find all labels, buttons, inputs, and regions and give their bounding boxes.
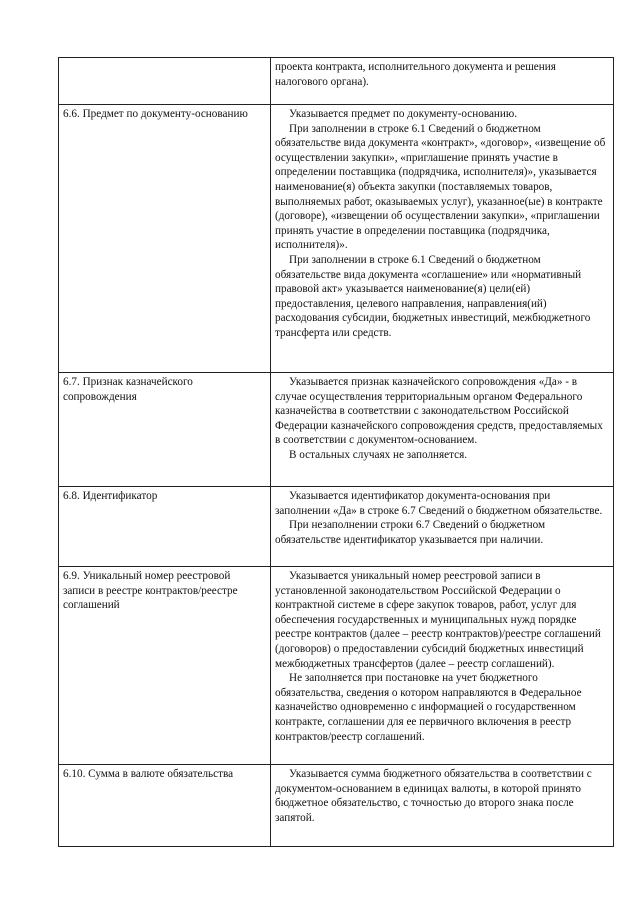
description-paragraph: Указывается предмет по документу-основанию.	[289, 108, 518, 120]
field-description-cell	[271, 567, 614, 765]
field-description-cell	[271, 373, 614, 487]
description-paragraph: При заполнении в строке 6.1 Сведений о бюджетном обязательстве вида документа «соглашение» или «нормативный правовой акт» указывается наименование(я) цели(ей) предоставления, целевого направления, направления(ий) расходования субсидии, бюджетных инвестиций, межбюджетного трансферта или средств.	[275, 253, 591, 339]
description-paragraph: Указывается идентификатор документа-основания при заполнении «Да» в строке 6.7 Сведений о бюджетном обязательстве.	[275, 490, 603, 517]
field-description-cell	[271, 105, 614, 373]
description-paragraph: Не заполняется при постановке на учет бюджетного обязательства, сведения о котором направляются в Федеральное казначейство одновременно с информацией о государственном контракте, соглашении для ее первичного включения в реестр контрактов/реестр соглашений.	[275, 672, 582, 743]
field-label: 6.6. Предмет по документу-основанию	[63, 108, 248, 120]
table-row	[59, 105, 614, 373]
table-body	[59, 58, 614, 847]
table-row	[59, 765, 614, 847]
description-paragraph: Указывается уникальный номер реестровой записи в установленной законодательством Российской Федерации о контрактной системе в сфере закупок товаров, работ, услуг для обеспечения государственных и муниципальных нужд порядке реестре контрактов (далее – реестр контрактов)/реестре соглашений (договоров) о предоставлении субсидий бюджетных инвестиций межбюджетных трансфертов (далее – реестр соглашений).	[275, 570, 601, 670]
field-label-cell	[59, 487, 271, 567]
field-label: 6.7. Признак казначейского сопровождения	[63, 376, 193, 403]
field-description-cell	[271, 58, 614, 105]
field-label: 6.8. Идентификатор	[63, 490, 158, 502]
table-row	[59, 58, 614, 105]
field-label-cell	[59, 567, 271, 765]
description-paragraph: При заполнении в строке 6.1 Сведений о бюджетном обязательстве вида документа «контракт», «договор», «извещение об осуществлении закупки», «приглашение принять участие в определении поставщика (подрядчика, исполнителя)», указывается наименование(я) объекта закупки (поставляемых товаров, выполняемых работ, оказываемых услуг), указанное(ые) в контракте (договоре), «извещении об осуществлении закупки», «приглашении принять участие в определении поставщика (подрядчика, исполнителя)».	[275, 122, 606, 252]
field-description-cell	[271, 765, 614, 847]
table-row	[59, 373, 614, 487]
description-paragraph: При незаполнении строки 6.7 Сведений о бюджетном обязательстве идентификатор указывается при наличии.	[275, 519, 546, 546]
requirements-table	[58, 57, 614, 847]
table-row	[59, 487, 614, 567]
field-label-cell	[59, 58, 271, 105]
description-paragraph: проекта контракта, исполнительного документа и решения налогового органа).	[275, 61, 556, 88]
field-label-cell	[59, 373, 271, 487]
field-label: 6.9. Уникальный номер реестровой записи в реестре контрактов/реестре соглашений	[63, 570, 238, 612]
field-label-cell	[59, 765, 271, 847]
description-paragraph: Указывается признак казначейского сопровождения «Да» - в случае осуществления территориальным органом Федерального казначейства в соответствии с законодательством Российской Федерации казначейского сопровождения средств, предоставляемых в соответствии с документом-основанием.	[275, 376, 603, 447]
description-paragraph: В остальных случаях не заполняется.	[289, 448, 468, 461]
field-label-cell	[59, 105, 271, 373]
field-description-cell	[271, 487, 614, 567]
description-paragraph: Указывается сумма бюджетного обязательства в соответствии с документом-основанием в единицах валюты, в которой принято бюджетное обязательство, с точностью до второго знака после запятой.	[275, 768, 592, 824]
field-label: 6.10. Сумма в валюте обязательства	[63, 768, 234, 780]
table-row	[59, 567, 614, 765]
